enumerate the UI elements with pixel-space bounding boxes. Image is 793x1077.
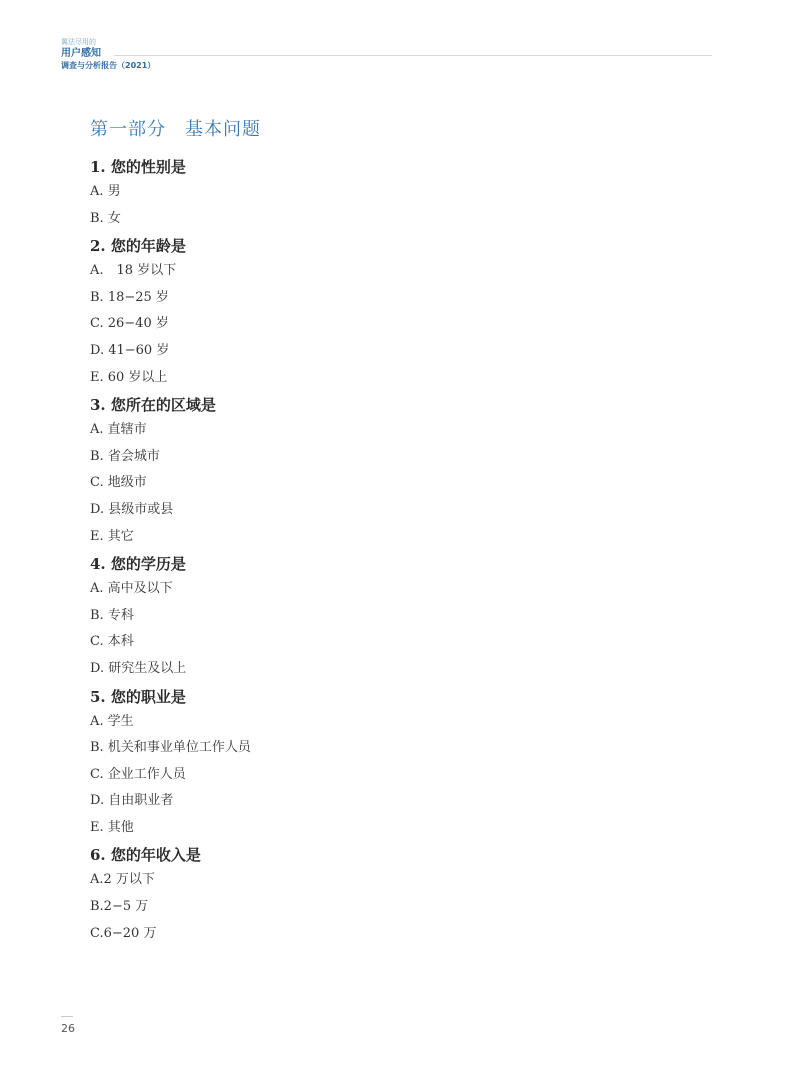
question-title: 2. 您的年龄是 bbox=[90, 237, 186, 256]
question-title: 3. 您所在的区域是 bbox=[90, 396, 216, 415]
question-title: 1. 您的性别是 bbox=[90, 158, 186, 176]
question-3 bbox=[90, 395, 710, 544]
question-option: A. 直辖市 bbox=[90, 422, 147, 438]
question-option: B.2−5 万 bbox=[90, 899, 149, 915]
question-6 bbox=[90, 845, 710, 941]
header-divider bbox=[114, 55, 712, 56]
section-title: 第一部分 基本问题 bbox=[90, 119, 261, 140]
main-content bbox=[90, 117, 710, 951]
question-option: E. 其他 bbox=[90, 819, 134, 835]
header-kicker: 翼法尽用的 bbox=[61, 38, 96, 46]
question-option: C. 26−40 岁 bbox=[90, 316, 169, 332]
question-4 bbox=[90, 554, 710, 677]
page-number: 26 bbox=[61, 1022, 75, 1035]
question-option: B. 专科 bbox=[90, 607, 134, 623]
header-brand: 用户感知 bbox=[61, 48, 101, 59]
question-option: E. 其它 bbox=[90, 528, 134, 544]
question-option: E. 60 岁以上 bbox=[90, 369, 168, 385]
footer-divider bbox=[61, 1016, 73, 1017]
question-option: D. 研究生及以上 bbox=[90, 660, 187, 676]
question-title: 5. 您的职业是 bbox=[90, 687, 186, 706]
question-option: C. 本科 bbox=[90, 634, 134, 650]
question-option: D. 自由职业者 bbox=[90, 793, 174, 809]
question-option: C. 地级市 bbox=[90, 475, 147, 491]
question-title: 6. 您的年收入是 bbox=[90, 846, 201, 865]
header-subtitle: 调查与分析报告（2021） bbox=[61, 61, 156, 70]
question-option: D. 县级市或县 bbox=[90, 501, 174, 517]
question-option: A. 学生 bbox=[90, 713, 134, 729]
question-option: B. 女 bbox=[90, 210, 121, 226]
question-option: C.6−20 万 bbox=[90, 925, 157, 941]
question-option: B. 18−25 岁 bbox=[90, 289, 169, 305]
question-option: B. 省会城市 bbox=[90, 448, 160, 464]
question-option: A. 18 岁以下 bbox=[90, 263, 177, 279]
question-option: C. 企业工作人员 bbox=[90, 766, 186, 782]
question-option: A.2 万以下 bbox=[90, 872, 155, 888]
question-5 bbox=[90, 687, 710, 836]
question-option: B. 机关和事业单位工作人员 bbox=[90, 740, 251, 756]
question-title: 4. 您的学历是 bbox=[90, 555, 186, 574]
question-option: D. 41−60 岁 bbox=[90, 342, 170, 358]
question-option: A. 高中及以下 bbox=[90, 581, 173, 597]
question-2 bbox=[90, 236, 710, 385]
question-option: A. 男 bbox=[90, 184, 121, 199]
question-1 bbox=[90, 157, 710, 227]
